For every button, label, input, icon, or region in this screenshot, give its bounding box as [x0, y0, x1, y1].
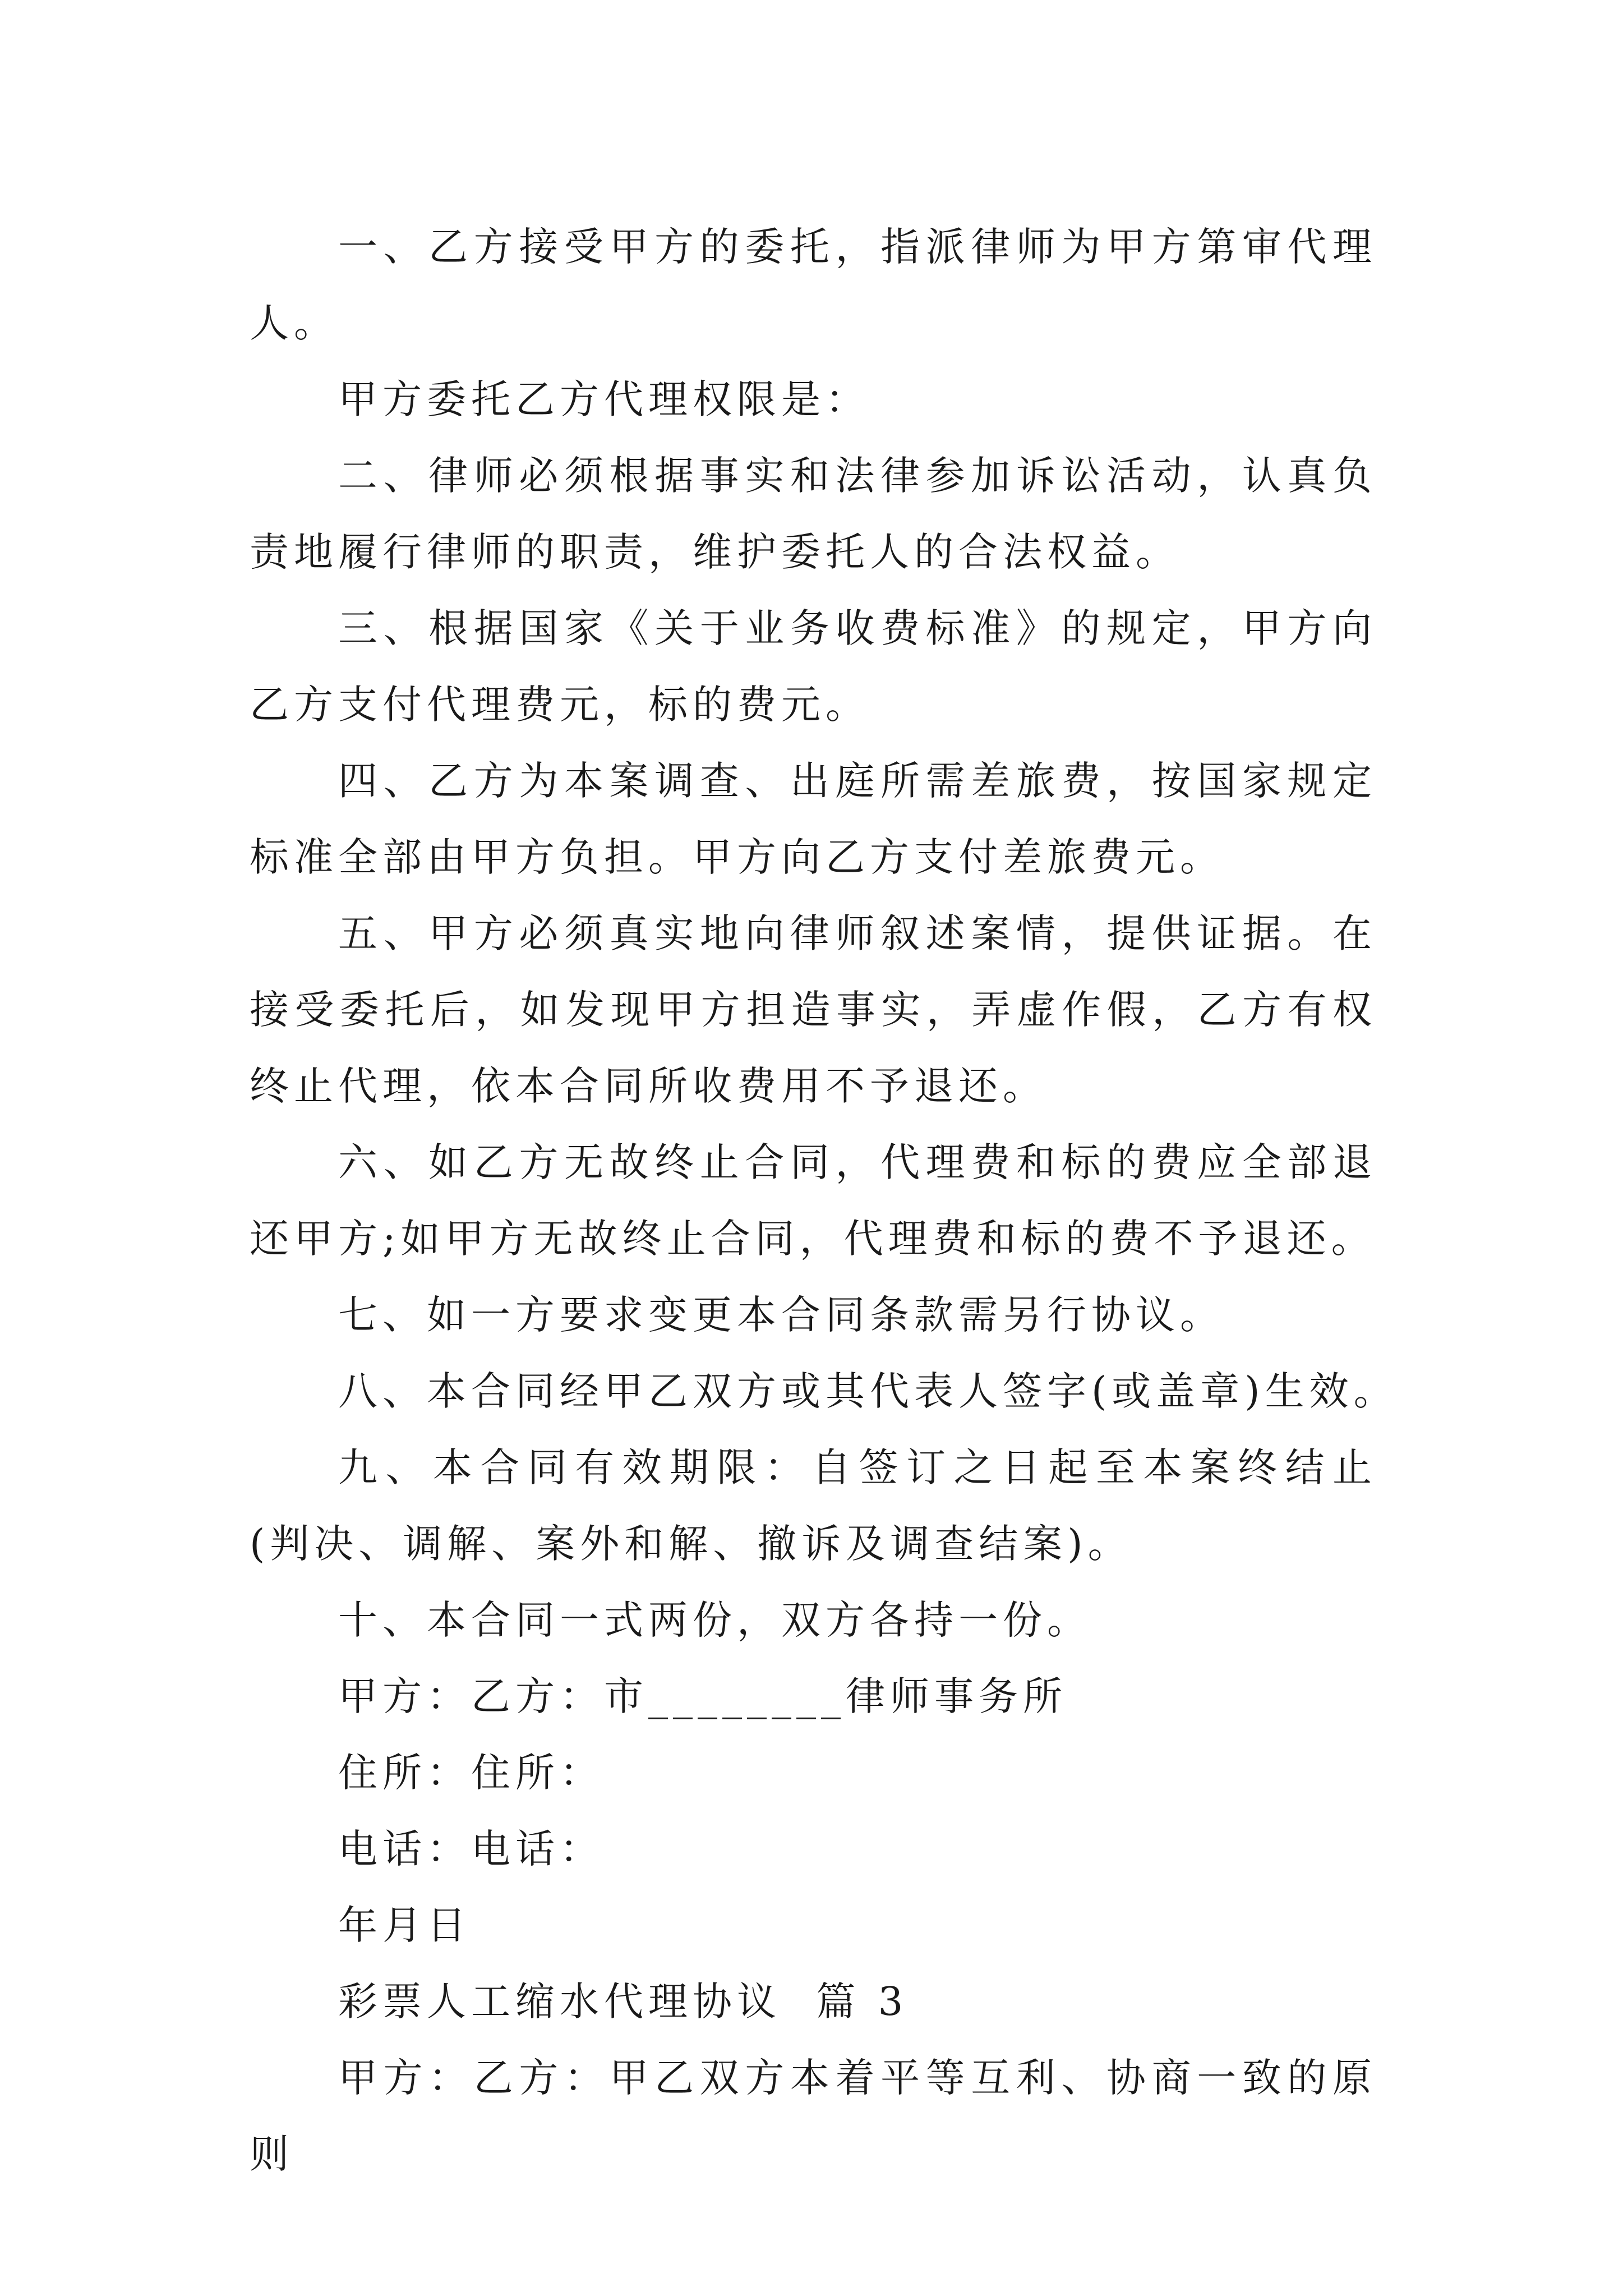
clause-3: 三、根据国家《关于业务收费标准》的规定，甲方向乙方支付代理费元，标的费元。: [250, 605, 1377, 728]
document-body: [250, 209, 1398, 2192]
section-title: 彩票人工缩水代理协议 篇 3: [338, 1978, 909, 2024]
clause-7: 七、如一方要求变更本合同条款需另行协议。: [338, 1292, 1224, 1338]
intro-line: 甲方：乙方：甲乙双方本着平等互利、协商一致的原则: [250, 2055, 1377, 2177]
address-line: 住所：住所：: [338, 1750, 604, 1796]
clause-2: 二、律师必须根据事实和法律参加诉讼活动，认真负责地履行律师的职责，维护委托人的合法权益。: [250, 453, 1377, 575]
clause-8: 八、本合同经甲乙双方或其代表人签字(或盖章)生效。: [338, 1368, 1398, 1414]
party-names-line: 甲方：乙方：市________律师事务所: [338, 1673, 1067, 1719]
clause-6: 六、如乙方无故终止合同，代理费和标的费应全部退还甲方;如甲方无故终止合同，代理费和标的费不予退还。: [250, 1139, 1377, 1262]
clause-1: 一、乙方接受甲方的委托，指派律师为甲方第审代理人。: [250, 224, 1377, 346]
clause-5: 五、甲方必须真实地向律师叙述案情，提供证据。在接受委托后，如发现甲方担造事实，弄虚作假，乙方有权终止代理，依本合同所收费用不予退还。: [250, 910, 1377, 1109]
authority-heading: 甲方委托乙方代理权限是：: [338, 376, 870, 422]
clause-10: 十、本合同一式两份，双方各持一份。: [338, 1597, 1091, 1643]
phone-line: 电话：电话：: [338, 1826, 604, 1872]
clause-9: 九、本合同有效期限：自签订之日起至本案终结止(判决、调解、案外和解、撤诉及调查结案)。: [250, 1444, 1377, 1567]
date-line: 年月日: [338, 1902, 471, 1948]
clause-4: 四、乙方为本案调查、出庭所需差旅费，按国家规定标准全部由甲方负担。甲方向乙方支付差旅费元。: [250, 758, 1377, 880]
